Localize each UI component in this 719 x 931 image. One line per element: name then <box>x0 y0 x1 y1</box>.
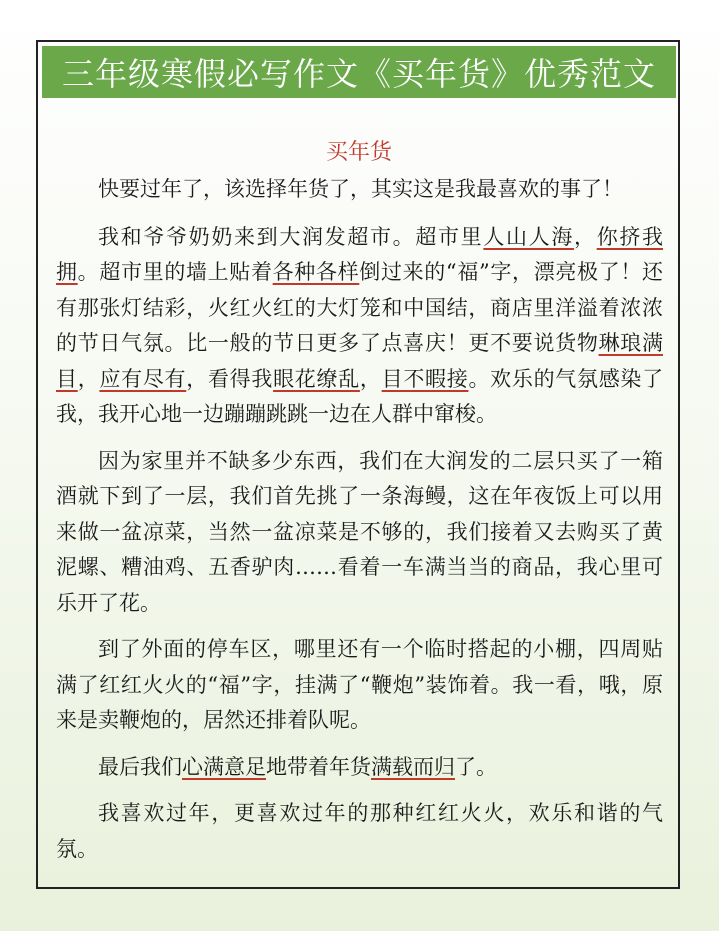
underlined-phrase: 眼花缭乱 <box>273 366 360 391</box>
underlined-phrase: 满载而归 <box>371 754 455 779</box>
underlined-phrase: 人山人海 <box>483 224 575 249</box>
underlined-phrase: 目不暇接 <box>381 366 469 391</box>
underlined-phrase: 各种各样 <box>272 260 360 284</box>
essay-body <box>56 172 663 878</box>
banner-title: 三年级寒假必写作文《买年货》优秀范文 <box>42 46 676 98</box>
paragraph-5: 最后我们心满意足地带着年货满载而归了。 <box>98 754 497 779</box>
essay-title: 买年货 <box>325 140 392 165</box>
underlined-phrase: 应有尽有 <box>99 366 187 391</box>
underlined-phrase: 你挤我拥 <box>56 224 664 284</box>
paragraph-4: 到了外面的停车区，哪里还有一个临时搭起的小棚，四周贴满了红红火火的“福”字，挂满了“鞭炮”装饰着。我一看，哦，原来是卖鞭炮的，居然还排着队呢。 <box>56 637 663 732</box>
paragraph-2: 我和爷爷奶奶来到大润发超市。超市里人山人海，你挤我拥。超市里的墙上贴着各种各样倒过来的“福”字，漂亮极了！还有那张灯结彩，火红火红的大灯笼和中国结，商店里洋溢着浓浓的节日气氛。比一般的节日更多了点喜庆！更不要说货物琳琅满目，应有尽有，看得我眼花缭乱，目不暇接。欢乐的气氛感染了我，我开心地一边蹦蹦跳跳一边在人群中窜梭。 <box>56 224 664 426</box>
paragraph-3: 因为家里并不缺多少东西，我们在大润发的二层只买了一箱酒就下到了一层，我们首先挑了一条海鳗，这在年夜饭上可以用来做一盆凉菜，当然一盆凉菜是不够的，我们接着又去购买了黄泥螺、糟油鸡、五香驴肉……看着一车满当当的商品，我心里可乐开了花。 <box>56 448 663 615</box>
underlined-phrase: 心满意足 <box>182 754 266 779</box>
underlined-phrase: 琳琅满目 <box>56 331 664 391</box>
paragraph-6: 我喜欢过年，更喜欢过年的那种红红火火，欢乐和谐的气氛。 <box>56 801 663 861</box>
paragraph-1: 快要过年了，该选择年货了，其实这是我最喜欢的事了！ <box>98 177 623 201</box>
